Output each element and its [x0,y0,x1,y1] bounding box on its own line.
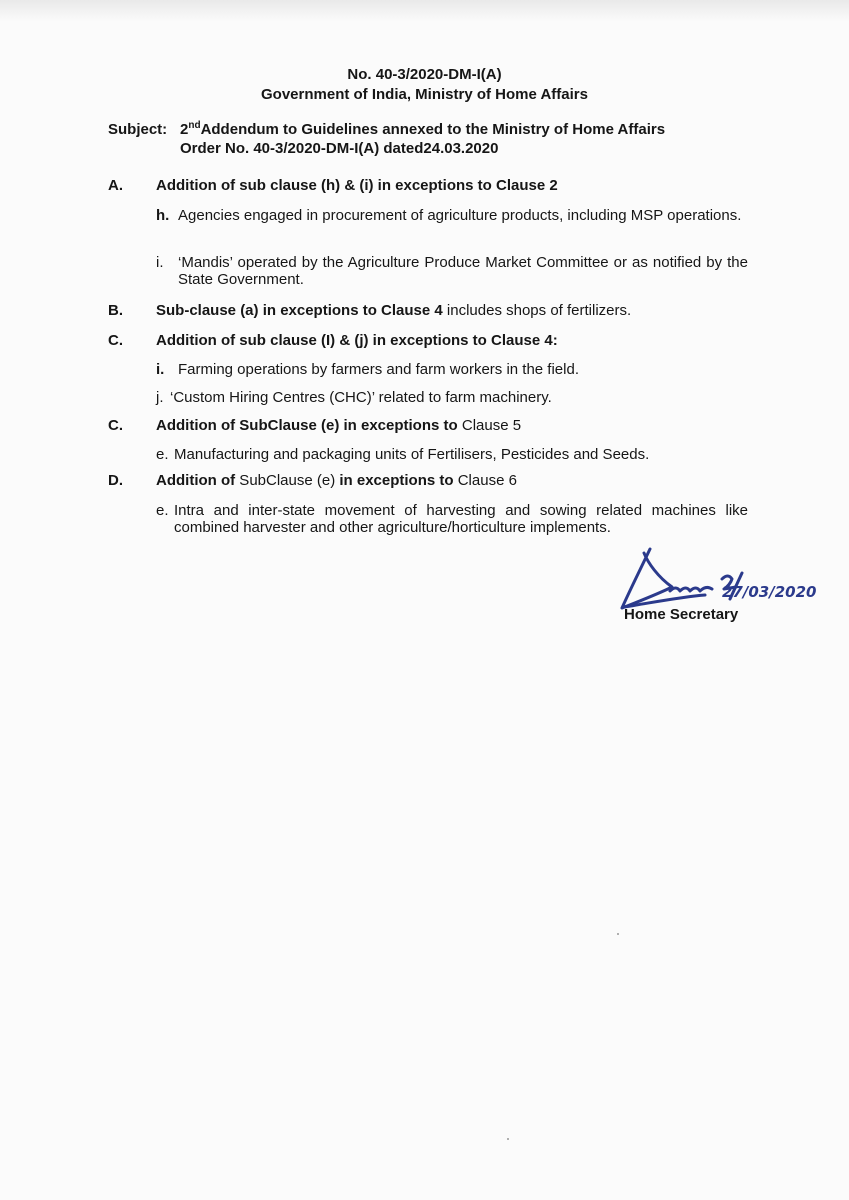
signature-date: 27/03/2020 [722,583,817,601]
section-d-letter: D. [108,472,123,489]
item-a-i-marker: i. [156,254,164,271]
subject-ordinal: 2 [180,121,189,138]
section-a-letter: A. [108,177,123,194]
signatory-title: Home Secretary [624,606,739,623]
subject-line-1 [180,121,665,138]
item-a-h-text: Agencies engaged in procurement of agriculture products, including MSP operations. [178,207,742,224]
item-a-h-marker: h. [156,207,170,224]
scan-speck [617,933,619,935]
item-c2-e-text: Manufacturing and packaging units of Fertilisers, Pesticides and Seeds. [174,446,650,463]
section-c2-letter: C. [108,417,123,434]
item-a-i-text: ‘Mandis’ operated by the Agriculture Produce Market Committee or as notified by the State Government. [178,254,748,288]
item-c1-i-text: Farming operations by farmers and farm workers in the field. [178,361,579,378]
subject-label: Subject: [108,121,168,138]
scan-edge-shadow [0,0,849,22]
item-c2-e-marker: e. [156,446,169,463]
section-d-heading: Addition of SubClause (e) in exceptions to Clause 6 [156,472,517,489]
section-c2-heading: Addition of SubClause (e) in exceptions to Clause 5 [156,417,522,434]
section-b-letter: B. [108,302,123,319]
section-c1-letter: C. [108,332,123,349]
ministry-title: Government of India, Ministry of Home Affairs [261,86,588,103]
item-c1-j-marker: j. [156,389,164,406]
section-c1-heading: Addition of sub clause (I) & (j) in exceptions to Clause 4: [156,332,558,349]
scan-speck [507,1138,509,1140]
item-d-e-text: Intra and inter-state movement of harvesting and sowing related machines like combined harvester and other agriculture/horticulture implements. [174,502,748,536]
item-d-e-marker: e. [156,502,169,519]
section-b-heading: Sub-clause (a) in exceptions to Clause 4 includes shops of fertilizers. [156,302,632,319]
subject-line-2: Order No. 40-3/2020-DM-I(A) dated24.03.2020 [180,140,499,157]
item-c1-i-marker: i. [156,361,165,378]
document-number: No. 40-3/2020-DM-I(A) [347,66,502,83]
subject-line-1-text: Addendum to Guidelines annexed to the Ministry of Home Affairs [200,121,666,138]
subject-ordinal-suffix: nd [188,120,201,131]
section-a-heading: Addition of sub clause (h) & (i) in exceptions to Clause 2 [156,177,558,194]
item-c1-j-text: ‘Custom Hiring Centres (CHC)’ related to farm machinery. [170,389,552,406]
